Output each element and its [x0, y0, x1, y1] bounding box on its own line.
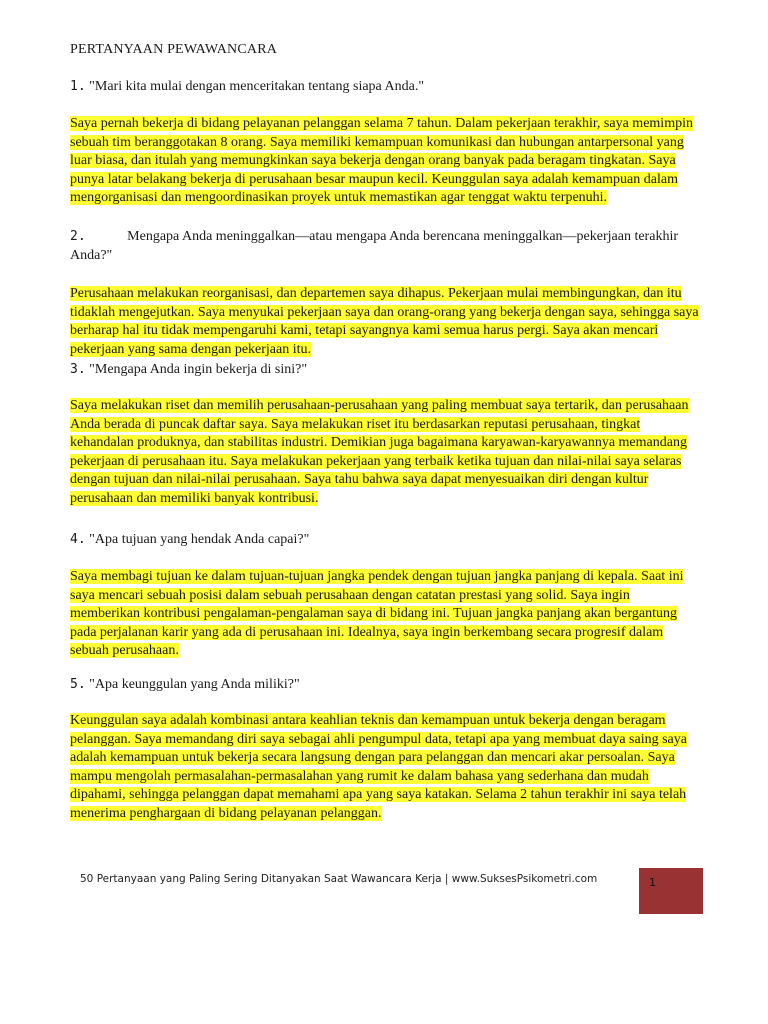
question-3 — [70, 361, 700, 380]
answer-5 — [70, 712, 700, 824]
question-number: 2. — [70, 229, 86, 244]
footer-text: 50 Pertanyaan yang Paling Sering Ditanyakan Saat Wawancara Kerja | www.SuksesPsikometri.com — [80, 873, 598, 885]
question-number: 4. — [70, 532, 86, 547]
answer-text: Saya membagi tujuan ke dalam tujuan-tujuan jangka pendek dengan tujuan jangka panjang di kepala. Saat ini saya mencari sebuah posisi dalam sebuah perusahaan dengan catatan prestasi yang solid. Saya ingin memberikan kontribusi pengalaman-pengalaman saya di bidang ini. Tujuan jangka panjang akan bergantung pada perjalanan karir yang ada di perusahaan ini. Idealnya, saya ingin berkembang secara progresif dalam sebuah perusahaan. — [70, 569, 684, 659]
page-number: 1 — [649, 876, 656, 889]
question-2 — [70, 228, 700, 265]
question-text: "Apa keunggulan yang Anda miliki?" — [89, 677, 300, 692]
answer-text: Keunggulan saya adalah kombinasi antara keahlian teknis dan kemampuan untuk bekerja dengan beragam pelanggan. Saya memandang diri saya sebagai ahli pengumpul data, tetapi apa yang membuat daya saing saya adalah kemampuan untuk bekerja secara langsung dengan para pelanggan dan mencari akar persoalan. Saya mampu mengolah permasalahan-permasalahan yang rumit ke dalam bahasa yang sederhana dan mudah dipahami, sehingga pelanggan dapat memahami apa yang saya katakan. Selama 2 tahun terakhir ini saya telah menerima penghargaan di bidang pelayanan pelanggan. — [70, 713, 687, 821]
page-number-box — [639, 868, 703, 914]
question-number: 1. — [70, 79, 86, 94]
question-1 — [70, 78, 700, 97]
question-text: "Mengapa Anda ingin bekerja di sini?" — [89, 362, 308, 377]
answer-4 — [70, 568, 700, 661]
page-title: PERTANYAAN PEWAWANCARA — [70, 42, 278, 57]
question-text: Mengapa Anda meninggalkan—atau mengapa Anda berencana meninggalkan—pekerjaan terakhir Anda?" — [70, 229, 678, 263]
answer-text: Saya pernah bekerja di bidang pelayanan pelanggan selama 7 tahun. Dalam pekerjaan terakhir, saya memimpin sebuah tim beranggotakan 8 orang. Saya memiliki kemampuan komunikasi dan hubungan antarpersonal yang luar biasa, dan itulah yang memungkinkan saya bekerja dengan orang banyak pada beragam tingkatan. Saya punya latar belakang bekerja di perusahaan besar maupun kecil. Keunggulan saya adalah kemampuan dalam mengorganisasi dan mengoordinasikan proyek untuk memastikan agar tenggat waktu terpenuhi. — [70, 116, 693, 206]
question-5 — [70, 676, 700, 695]
question-text: "Mari kita mulai dengan menceritakan tentang siapa Anda." — [89, 79, 425, 94]
question-text: "Apa tujuan yang hendak Anda capai?" — [89, 532, 310, 547]
answer-1 — [70, 115, 700, 208]
answer-text: Saya melakukan riset dan memilih perusahaan-perusahaan yang paling membuat saya tertarik, dan perusahaan Anda berada di puncak daftar saya. Saya melakukan riset itu berdasarkan reputasi perusahaan, tingkat kehandalan produknya, dan stabilitas industri. Demikian juga bagaimana karyawan-karyawannya memandang pekerjaan di perusahaan itu. Saya melakukan pekerjaan yang terbaik ketika tujuan dan nilai-nilai saya selaras dengan tujuan dan nilai-nilai perusahaan. Saya tahu bahwa saya dapat menyesuaikan diri dengan kultur perusahaan dan memiliki banyak kontribusi. — [70, 398, 689, 506]
question-number: 3. — [70, 362, 86, 377]
question-number: 5. — [70, 677, 86, 692]
answer-2 — [70, 285, 700, 359]
answer-text: Perusahaan melakukan reorganisasi, dan departemen saya dihapus. Pekerjaan mulai membingungkan, dan itu tidaklah mengejutkan. Saya menyukai pekerjaan saya dan orang-orang yang bekerja dengan saya, sehingga saya berharap hal itu tidak mempengaruhi kami, tetapi sayangnya kami semua harus pergi. Saya akan mencari pekerjaan yang sama dengan pekerjaan itu. — [70, 286, 699, 357]
answer-3 — [70, 397, 700, 509]
question-4 — [70, 531, 700, 550]
